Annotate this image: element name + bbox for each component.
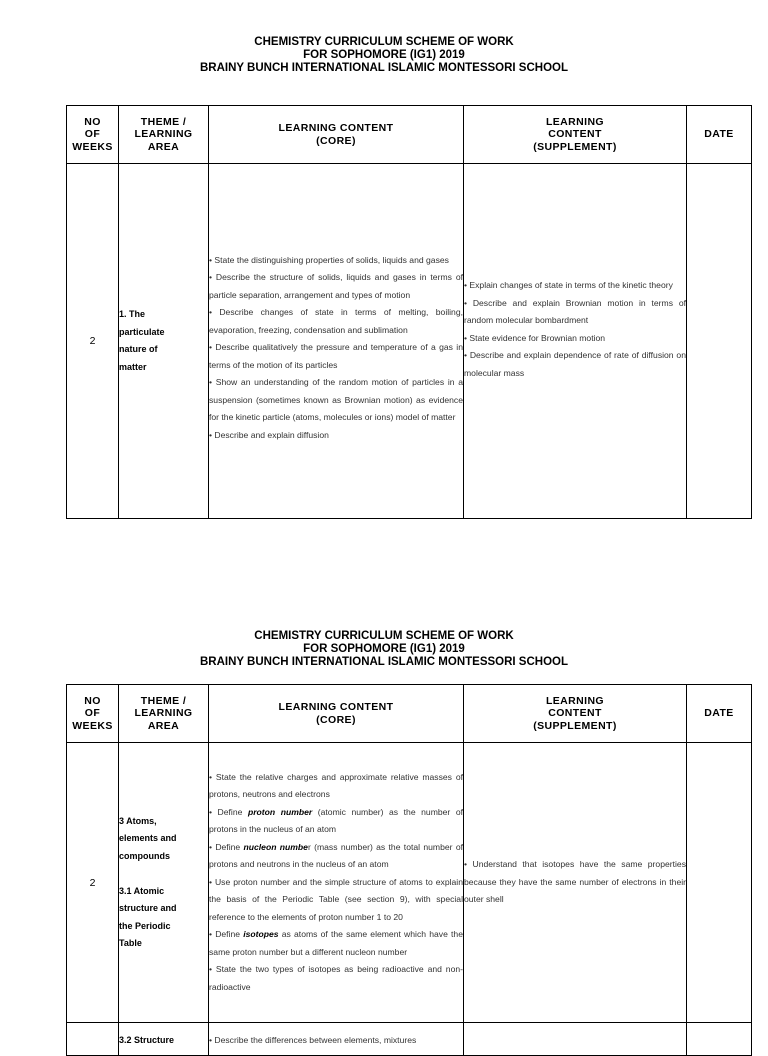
scheme-table <box>66 105 752 519</box>
document-header <box>0 594 768 669</box>
core-item: • Describe the structure of solids, liquids and gases in terms of particle separation, arrangement and types of motion <box>209 272 463 300</box>
table-row <box>67 164 752 519</box>
col-header-theme: THEME / LEARNING AREA <box>119 106 209 164</box>
col-header-core: LEARNING CONTENT (CORE) <box>209 685 464 743</box>
col-header-date: DATE <box>687 106 752 164</box>
header-subtitle: FOR SOPHOMORE (IG1) 2019 <box>303 643 465 655</box>
supp-item: • Describe and explain dependence of rate of diffusion on molecular mass <box>464 350 686 378</box>
header-title: CHEMISTRY CURRICULUM SCHEME OF WORK <box>254 36 514 48</box>
core-item: • State the two types of isotopes as being radioactive and non-radioactive <box>209 964 463 992</box>
header-title: CHEMISTRY CURRICULUM SCHEME OF WORK <box>254 630 514 642</box>
core-item: • Define proton number (atomic number) as the number of protons in the nucleus of an atom <box>209 806 463 835</box>
col-header-weeks: NO OF WEEKS <box>67 106 119 164</box>
weeks-cell: 2 <box>67 164 119 519</box>
core-content-cell <box>209 164 464 519</box>
core-content-cell: • Describe the differences between elements, mixtures <box>209 1023 464 1056</box>
col-header-core: LEARNING CONTENT (CORE) <box>209 106 464 164</box>
core-item: • Describe qualitatively the pressure and temperature of a gas in terms of the motion of its particles <box>209 342 463 370</box>
core-item: • Define isotopes as atoms of the same element which have the same proton number but a different nucleon number <box>209 929 463 957</box>
col-header-theme: THEME / LEARNING AREA <box>119 685 209 743</box>
header-school: BRAINY BUNCH INTERNATIONAL ISLAMIC MONTESSORI SCHOOL <box>199 656 568 668</box>
core-item: • State the relative charges and approximate relative masses of protons, neutrons and electrons <box>209 771 463 800</box>
date-cell <box>687 743 752 1023</box>
col-header-supplement: LEARNING CONTENT (SUPPLEMENT) <box>464 685 687 743</box>
header-subtitle: FOR SOPHOMORE (IG1) 2019 <box>303 49 465 61</box>
table-row <box>67 743 752 1023</box>
document-header <box>0 0 768 75</box>
core-item: • Show an understanding of the random motion of particles in a suspension (sometimes known as Brownian motion) as evidence for the kinetic particle (atoms, molecules or ions) model of matter <box>209 377 463 423</box>
theme-cell: 3 Atoms, elements and compounds 3.1 Atomic structure and the Periodic Table <box>119 743 209 1023</box>
core-content-cell <box>209 743 464 1023</box>
theme-cell: 3.2 Structure <box>119 1023 209 1056</box>
core-item: • State the distinguishing properties of solids, liquids and gases <box>209 254 449 265</box>
date-cell <box>687 164 752 519</box>
scheme-table <box>66 684 752 1056</box>
supplement-content-cell <box>464 1023 687 1056</box>
scheme-page-1 <box>0 0 768 440</box>
table-row <box>67 1023 752 1056</box>
table-header-row <box>67 685 752 743</box>
core-item: • Use proton number and the simple structure of atoms to explain the basis of the Periodic Table (see section 9), with special reference to the elements of proton number 1 to 20 <box>209 876 463 922</box>
supplement-content-cell <box>464 164 687 519</box>
core-item: • Describe changes of state in terms of melting, boiling, evaporation, freezing, condensation and sublimation <box>209 307 463 335</box>
col-header-supplement: LEARNING CONTENT (SUPPLEMENT) <box>464 106 687 164</box>
supp-item: • State evidence for Brownian motion <box>464 332 606 343</box>
supp-item: • Explain changes of state in terms of the kinetic theory <box>464 280 673 290</box>
weeks-cell <box>67 1023 119 1056</box>
scheme-page-2 <box>0 594 768 1045</box>
core-item: • Define nucleon number (mass number) as the total number of protons and neutrons in the nucleus of an atom <box>209 841 463 870</box>
core-item: • Describe and explain diffusion <box>209 429 329 440</box>
date-cell <box>687 1023 752 1056</box>
theme-cell: 1. The particulate nature of matter <box>119 164 209 519</box>
supplement-content-cell: • Understand that isotopes have the same properties because they have the same number of electrons in their outer shell <box>464 743 687 1023</box>
table-header-row <box>67 106 752 164</box>
col-header-weeks: NO OF WEEKS <box>67 685 119 743</box>
weeks-cell: 2 <box>67 743 119 1023</box>
header-school: BRAINY BUNCH INTERNATIONAL ISLAMIC MONTESSORI SCHOOL <box>199 62 568 74</box>
supp-item: • Describe and explain Brownian motion in terms of random molecular bombardment <box>464 297 686 325</box>
col-header-date: DATE <box>687 685 752 743</box>
